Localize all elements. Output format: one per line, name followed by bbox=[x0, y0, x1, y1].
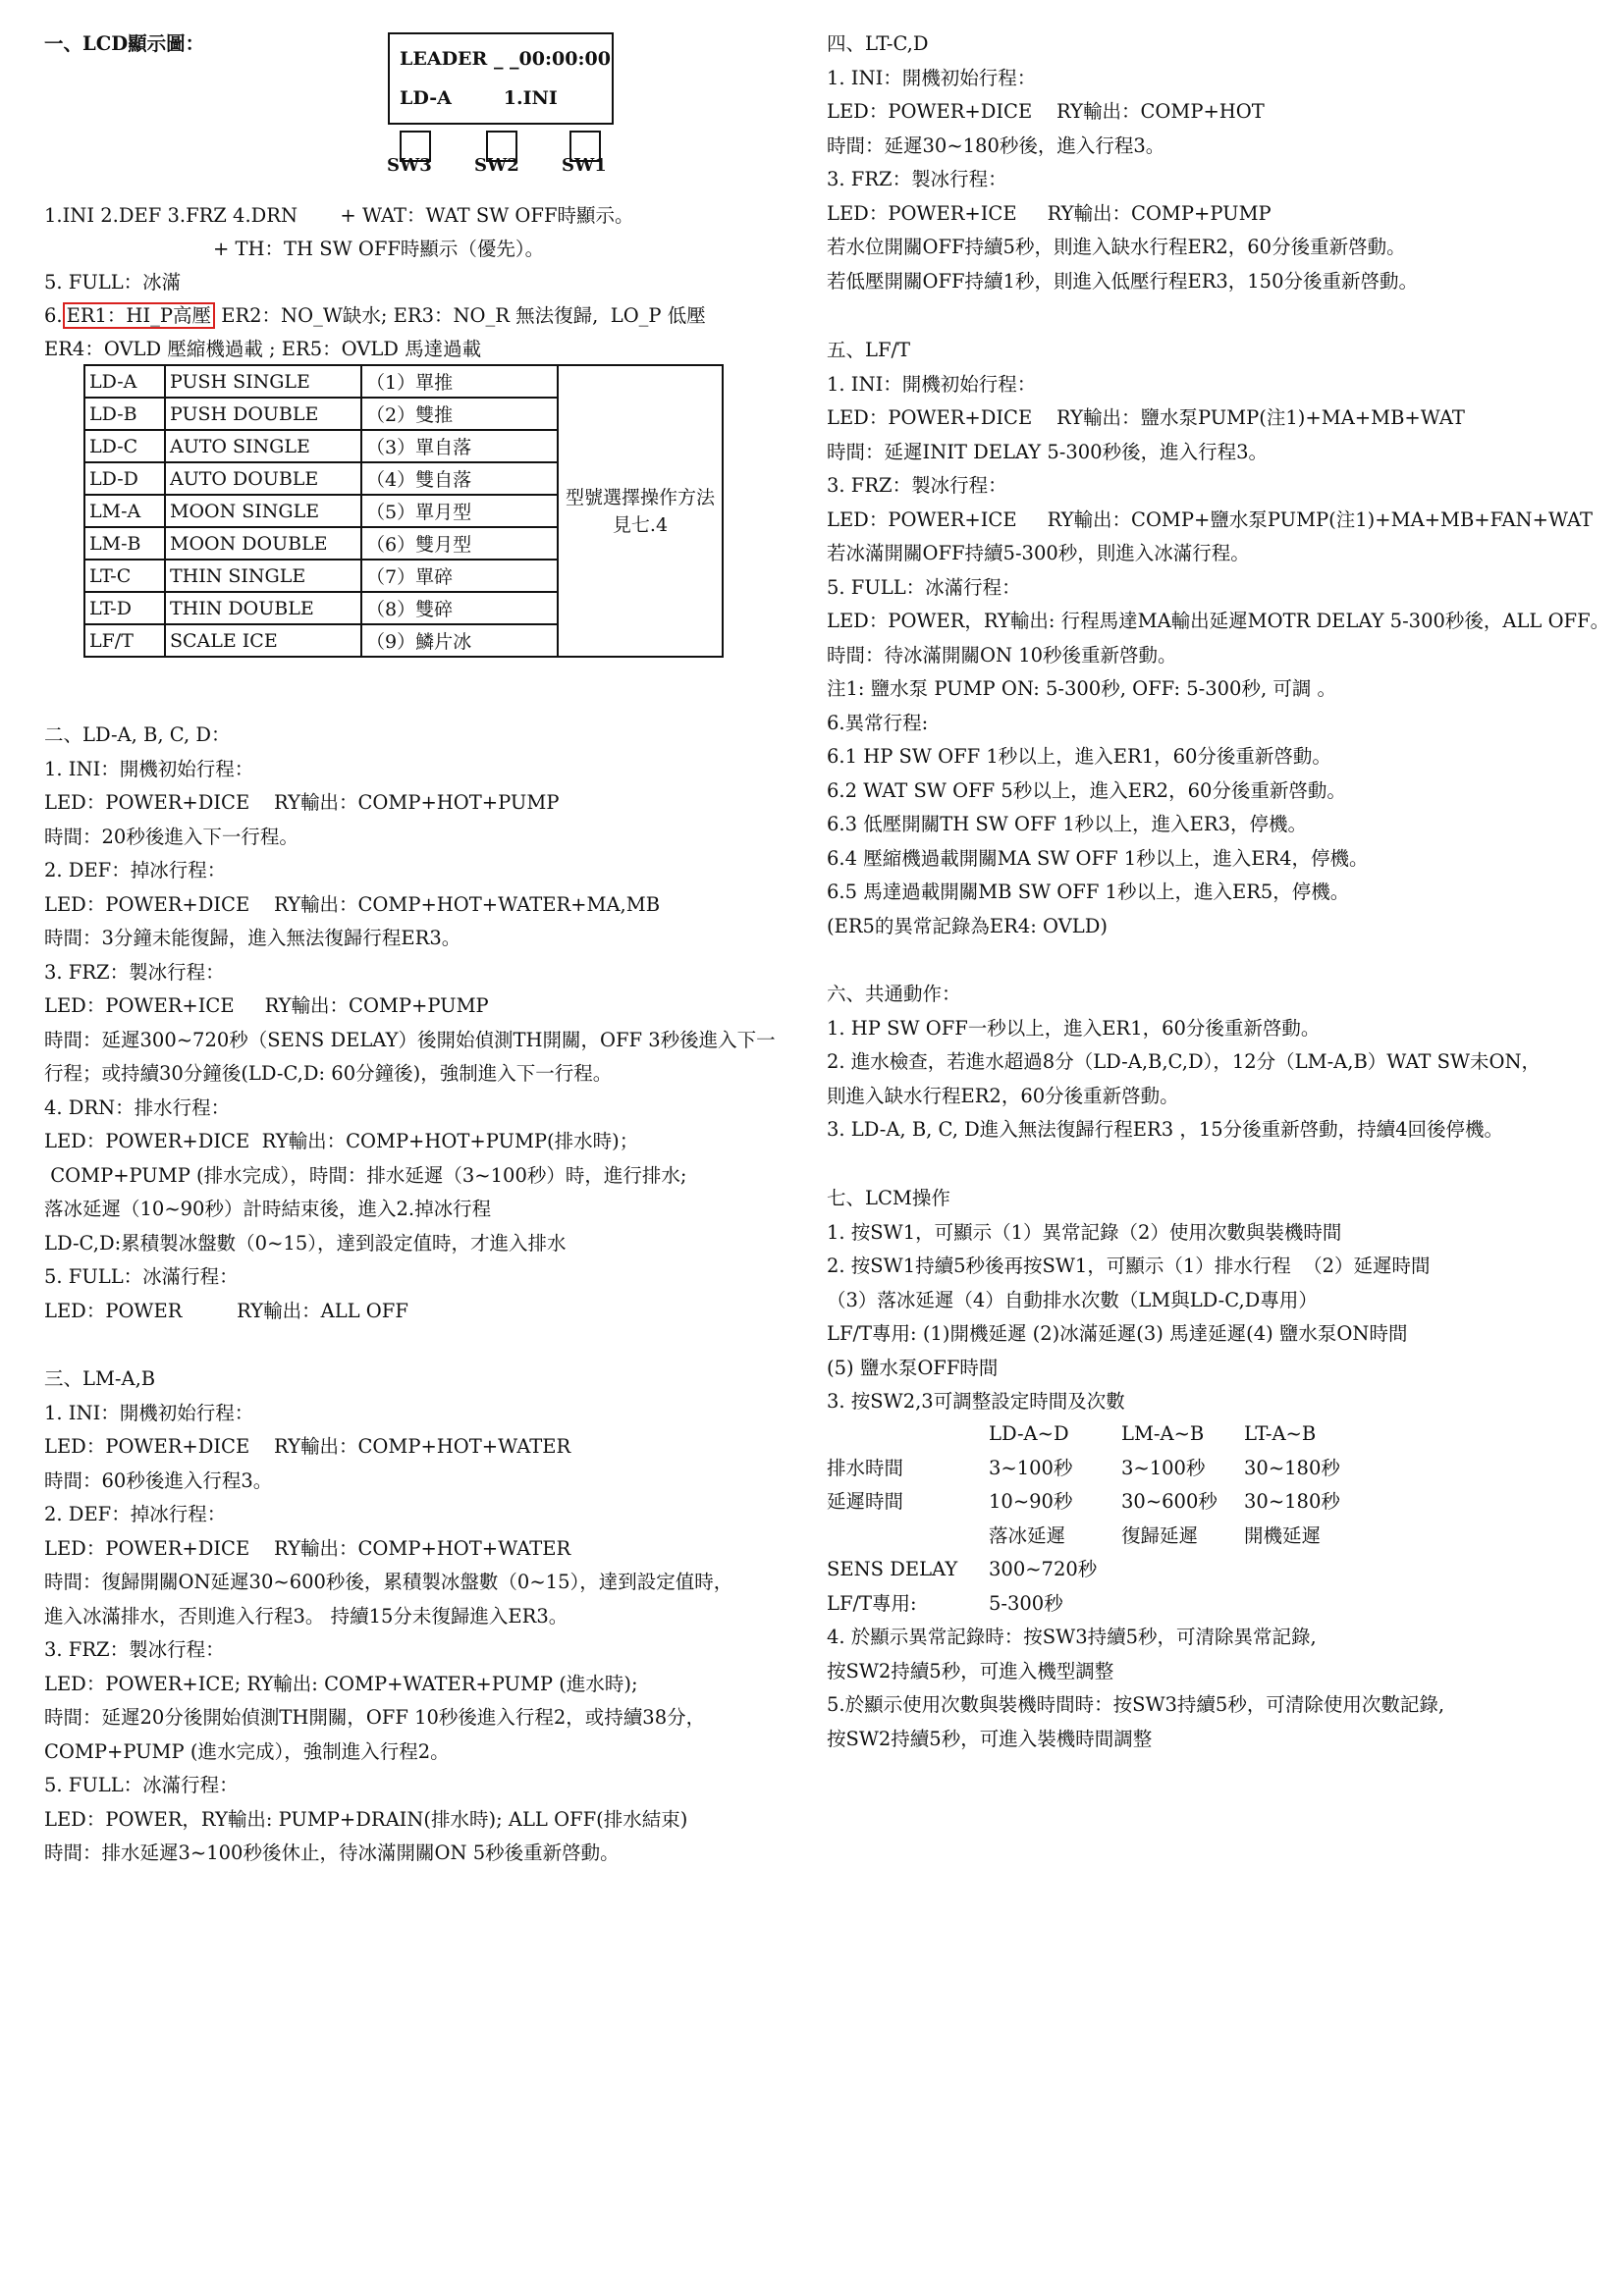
lcd-line-2: LD-A 1.INI bbox=[400, 87, 558, 109]
model-code-cell: LF/T bbox=[84, 624, 165, 657]
model-table-row bbox=[84, 365, 723, 398]
settings-grid-header: LT-A~B bbox=[1244, 1422, 1317, 1445]
intro-line-4-rest: ER2：NO_W缺水; ER3：NO_R 無法復歸, LO_P 低壓 bbox=[215, 304, 706, 327]
section2-line: LED：POWER+DICE RY輸出：COMP+HOT+PUMP(排水時)； bbox=[44, 1130, 639, 1152]
model-desc-cell: （7）單碎 bbox=[361, 560, 558, 592]
section2-line: 1. INI：開機初始行程： bbox=[44, 757, 254, 780]
model-desc-cell: （1）單推 bbox=[361, 365, 558, 398]
section3-line: 時間：延遲20分後開始偵測TH開關，OFF 10秒後進入行程2，或持續38分， bbox=[44, 1706, 706, 1729]
section7-line: (5) 鹽水泵OFF時間 bbox=[827, 1356, 999, 1379]
model-code-cell: LM-A bbox=[84, 495, 165, 527]
section6-line: 3. LD-A, B, C, D進入無法復歸行程ER3 ，15分後重新啓動，持續4回後停機。 bbox=[827, 1118, 1504, 1141]
section7-line: 2. 按SW1持續5秒後再按SW1，可顯示（1）排水行程 （2）延遲時間 bbox=[827, 1255, 1431, 1277]
section5-title: 五、LF/T bbox=[827, 339, 911, 361]
section2-title: 二、LD-A, B, C, D： bbox=[44, 723, 231, 746]
section7-title: 七、LCM操作 bbox=[827, 1187, 950, 1209]
model-code-cell: LM-B bbox=[84, 527, 165, 560]
section7-tail-line: 5.於顯示使用次數與裝機時間時：按SW3持續5秒，可清除使用次數記錄, bbox=[827, 1693, 1445, 1716]
model-desc-cell: （4）雙自落 bbox=[361, 462, 558, 495]
model-name-cell: AUTO DOUBLE bbox=[165, 462, 361, 495]
section2-line: COMP+PUMP (排水完成），時間：排水延遲（3~100秒）時，進行排水; bbox=[44, 1163, 687, 1187]
settings-grid-cell: LF/T專用: bbox=[827, 1591, 917, 1615]
section5-line: 若冰滿開關OFF持續5-300秒，則進入冰滿行程。 bbox=[827, 542, 1250, 564]
settings-grid-cell: 3~100秒 bbox=[989, 1456, 1073, 1479]
section3-line: 5. FULL：冰滿行程： bbox=[44, 1774, 239, 1796]
section3-line: 1. INI：開機初始行程： bbox=[44, 1401, 254, 1424]
settings-grid-cell: 5-300秒 bbox=[989, 1591, 1063, 1615]
section4-title: 四、LT-C,D bbox=[827, 32, 929, 55]
intro-line-2: + TH：TH SW OFF時顯示（優先）。 bbox=[213, 238, 545, 260]
lcd-display bbox=[388, 32, 614, 125]
section5-line: 6.4 壓縮機過載開關MA SW OFF 1秒以上，進入ER4，停機。 bbox=[827, 846, 1369, 870]
section5-line: 6.異常行程: bbox=[827, 711, 929, 734]
model-note-cell: 型號選擇操作方法見七.4 bbox=[558, 365, 723, 657]
section7-tail-line: 按SW2持續5秒，可進入裝機時間調整 bbox=[827, 1727, 1153, 1750]
section3-title: 三、LM-A,B bbox=[44, 1367, 156, 1390]
section5-line: 3. FRZ：製冰行程： bbox=[827, 474, 1007, 497]
section4-line: 3. FRZ：製冰行程： bbox=[827, 168, 1007, 190]
section5-line: 6.5 馬達過載開關MB SW OFF 1秒以上，進入ER5，停機。 bbox=[827, 881, 1350, 903]
intro-line-4-prefix: 6. bbox=[44, 304, 63, 327]
section6-line: 2. 進水檢查，若進水超過8分（LD-A,B,C,D），12分（LM-A,B）WAT SW未ON， bbox=[827, 1050, 1542, 1073]
model-name-cell: AUTO SINGLE bbox=[165, 430, 361, 462]
model-name-cell: MOON DOUBLE bbox=[165, 527, 361, 560]
section3-line: LED：POWER+DICE RY輸出：COMP+HOT+WATER bbox=[44, 1536, 571, 1560]
sw2-label: SW2 bbox=[474, 155, 519, 176]
section3-line: COMP+PUMP (進水完成），強制進入行程2。 bbox=[44, 1739, 450, 1763]
section7-tail-line: 按SW2持續5秒，可進入機型調整 bbox=[827, 1659, 1114, 1682]
section5-line: 6.1 HP SW OFF 1秒以上，進入ER1，60分後重新啓動。 bbox=[827, 745, 1331, 768]
settings-grid-cell: 開機延遲 bbox=[1244, 1523, 1322, 1547]
model-desc-cell: （9）鱗片冰 bbox=[361, 624, 558, 657]
section5-line: LED：POWER，RY輸出: 行程馬達MA輸出延遲MOTR DELAY 5-300秒後，ALL OFF。 bbox=[827, 610, 1610, 632]
model-desc-cell: （5）單月型 bbox=[361, 495, 558, 527]
section2-line: LED：POWER+ICE RY輸出：COMP+PUMP bbox=[44, 994, 489, 1017]
section3-line: LED：POWER，RY輸出: PUMP+DRAIN(排水時); ALL OFF(排水結束) bbox=[44, 1807, 688, 1831]
settings-grid-cell: 30~180秒 bbox=[1244, 1456, 1340, 1479]
settings-grid-cell: 10~90秒 bbox=[989, 1490, 1073, 1513]
section5-line: LED：POWER+ICE RY輸出：COMP+鹽水泵PUMP(注1)+MA+MB+FAN+WAT bbox=[827, 507, 1594, 531]
settings-grid-cell: SENS DELAY bbox=[827, 1558, 958, 1580]
section5-line: (ER5的異常記錄為ER4: OVLD) bbox=[827, 914, 1108, 937]
model-desc-cell: （6）雙月型 bbox=[361, 527, 558, 560]
section6-title: 六、共通動作： bbox=[827, 983, 961, 1005]
section2-line: 時間：20秒後進入下一行程。 bbox=[44, 825, 298, 848]
section3-line: 時間：排水延遲3~100秒後休止，待冰滿開關ON 5秒後重新啓動。 bbox=[44, 1842, 620, 1864]
section2-line: 時間：3分鐘未能復歸，進入無法復歸行程ER3。 bbox=[44, 927, 461, 949]
settings-grid-cell: 落冰延遲 bbox=[989, 1523, 1066, 1547]
section2-line: 2. DEF：掉冰行程： bbox=[44, 859, 227, 881]
section3-line: 3. FRZ：製冰行程： bbox=[44, 1638, 225, 1661]
settings-grid-cell: 30~180秒 bbox=[1244, 1490, 1340, 1513]
intro-line-3: 5. FULL：冰滿 bbox=[44, 271, 182, 294]
section5-line: 時間：待冰滿開關ON 10秒後重新啓動。 bbox=[827, 643, 1177, 667]
model-name-cell: PUSH DOUBLE bbox=[165, 398, 361, 430]
section2-line: LED：POWER+DICE RY輸出：COMP+HOT+PUMP bbox=[44, 791, 560, 814]
model-code-cell: LT-C bbox=[84, 560, 165, 592]
settings-grid-cell: 延遲時間 bbox=[827, 1490, 904, 1513]
section4-line: LED：POWER+DICE RY輸出：COMP+HOT bbox=[827, 100, 1265, 123]
model-table bbox=[83, 364, 724, 658]
section3-line: 進入冰滿排水，否則進入行程3。 持續15分未復歸進入ER3。 bbox=[44, 1604, 568, 1628]
section4-line: 1. INI：開機初始行程： bbox=[827, 66, 1037, 89]
lcd-line-1: LEADER _ _00:00:00 bbox=[400, 48, 611, 70]
section3-line: 時間：60秒後進入行程3。 bbox=[44, 1468, 273, 1492]
section6-line: 1. HP SW OFF一秒以上，進入ER1，60分後重新啓動。 bbox=[827, 1016, 1321, 1040]
section7-line: 1. 按SW1，可顯示（1）異常記錄（2）使用次數與裝機時間 bbox=[827, 1220, 1342, 1244]
section3-line: 2. DEF：掉冰行程： bbox=[44, 1503, 227, 1525]
section2-line: LED：POWER RY輸出：ALL OFF bbox=[44, 1299, 408, 1322]
section2-line: 落冰延遲（10~90秒）計時結束後，進入2.掉冰行程 bbox=[44, 1198, 492, 1220]
section2-line: 行程；或持續30分鐘後(LD-C,D: 60分鐘後)，強制進入下一行程。 bbox=[44, 1062, 613, 1085]
model-code-cell: LD-D bbox=[84, 462, 165, 495]
lcd-heading: 一、LCD顯示圖： bbox=[44, 32, 205, 55]
section3-line: LED：POWER+DICE RY輸出：COMP+HOT+WATER bbox=[44, 1435, 571, 1458]
settings-grid-header: LM-A~B bbox=[1121, 1422, 1205, 1445]
section3-line: 時間：復歸開關ON延遲30~600秒後，累積製冰盤數（0~15），達到設定值時， bbox=[44, 1571, 733, 1593]
section6-line: 則進入缺水行程ER2，60分後重新啓動。 bbox=[827, 1084, 1179, 1107]
section4-line: 若低壓開關OFF持續1秒，則進入低壓行程ER3，150分後重新啓動。 bbox=[827, 269, 1418, 293]
intro-line-4 bbox=[44, 299, 706, 333]
intro-line-1: 1.INI 2.DEF 3.FRZ 4.DRN + WAT：WAT SW OFF時顯示。 bbox=[44, 204, 634, 227]
section5-line: 5. FULL：冰滿行程： bbox=[827, 575, 1021, 599]
model-name-cell: THIN SINGLE bbox=[165, 560, 361, 592]
model-code-cell: LD-B bbox=[84, 398, 165, 430]
section2-line: LED：POWER+DICE RY輸出：COMP+HOT+WATER+MA,MB bbox=[44, 892, 661, 916]
model-desc-cell: （8）雙碎 bbox=[361, 592, 558, 624]
model-code-cell: LD-C bbox=[84, 430, 165, 462]
section5-line: 6.3 低壓開關TH SW OFF 1秒以上，進入ER3，停機。 bbox=[827, 813, 1307, 835]
settings-grid-cell: 30~600秒 bbox=[1121, 1490, 1218, 1513]
settings-grid-header: LD-A~D bbox=[989, 1422, 1069, 1445]
model-name-cell: MOON SINGLE bbox=[165, 495, 361, 527]
settings-grid-cell: 排水時間 bbox=[827, 1456, 904, 1479]
section7-line: LF/T專用: (1)開機延遲 (2)冰滿延遲(3) 馬達延遲(4) 鹽水泵ON時間 bbox=[827, 1322, 1408, 1345]
model-name-cell: THIN DOUBLE bbox=[165, 592, 361, 624]
sw3-label: SW3 bbox=[387, 155, 432, 176]
section7-line: （3）落冰延遲（4）自動排水次數（LM與LD-C,D專用） bbox=[827, 1288, 1318, 1311]
settings-grid-cell: 復歸延遲 bbox=[1121, 1523, 1199, 1547]
section4-line: 時間：延遲30~180秒後，進入行程3。 bbox=[827, 133, 1165, 157]
section2-line: 3. FRZ：製冰行程： bbox=[44, 960, 225, 984]
section5-line: 時間：延遲INIT DELAY 5-300秒後，進入行程3。 bbox=[827, 440, 1268, 463]
section3-line: LED：POWER+ICE; RY輸出: COMP+WATER+PUMP (進水時); bbox=[44, 1672, 638, 1695]
section5-line: LED：POWER+DICE RY輸出：鹽水泵PUMP(注1)+MA+MB+WAT bbox=[827, 406, 1465, 429]
section5-line: 注1: 鹽水泵 PUMP ON: 5-300秒, OFF: 5-300秒, 可調 。 bbox=[827, 677, 1337, 700]
model-code-cell: LT-D bbox=[84, 592, 165, 624]
model-name-cell: PUSH SINGLE bbox=[165, 365, 361, 398]
section7-line: 3. 按SW2,3可調整設定時間及次數 bbox=[827, 1390, 1125, 1413]
settings-grid-cell: 300~720秒 bbox=[989, 1558, 1098, 1580]
section2-line: LD-C,D:累積製冰盤數（0~15），達到設定值時，才進入排水 bbox=[44, 1231, 567, 1255]
section4-line: 若水位開關OFF持續5秒，則進入缺水行程ER2，60分後重新啓動。 bbox=[827, 236, 1406, 258]
section2-line: 4. DRN：排水行程： bbox=[44, 1095, 231, 1119]
model-name-cell: SCALE ICE bbox=[165, 624, 361, 657]
er1-highlight: ER1：HI_P高壓 bbox=[63, 302, 215, 329]
section2-line: 5. FULL：冰滿行程： bbox=[44, 1265, 239, 1288]
sw1-label: SW1 bbox=[562, 155, 607, 176]
settings-grid-cell: 3~100秒 bbox=[1121, 1456, 1206, 1479]
model-desc-cell: （2）雙推 bbox=[361, 398, 558, 430]
section7-tail-line: 4. 於顯示異常記錄時：按SW3持續5秒，可清除異常記錄, bbox=[827, 1626, 1317, 1648]
model-desc-cell: （3）單自落 bbox=[361, 430, 558, 462]
model-code-cell: LD-A bbox=[84, 365, 165, 398]
section4-line: LED：POWER+ICE RY輸出：COMP+PUMP bbox=[827, 201, 1272, 225]
section2-line: 時間：延遲300~720秒（SENS DELAY）後開始偵測TH開關，OFF 3秒後進入下一 bbox=[44, 1028, 776, 1051]
intro-line-5: ER4：OVLD 壓縮機過載 ; ER5：OVLD 馬達過載 bbox=[44, 338, 482, 360]
section5-line: 6.2 WAT SW OFF 5秒以上，進入ER2，60分後重新啓動。 bbox=[827, 778, 1346, 802]
section5-line: 1. INI：開機初始行程： bbox=[827, 372, 1037, 396]
